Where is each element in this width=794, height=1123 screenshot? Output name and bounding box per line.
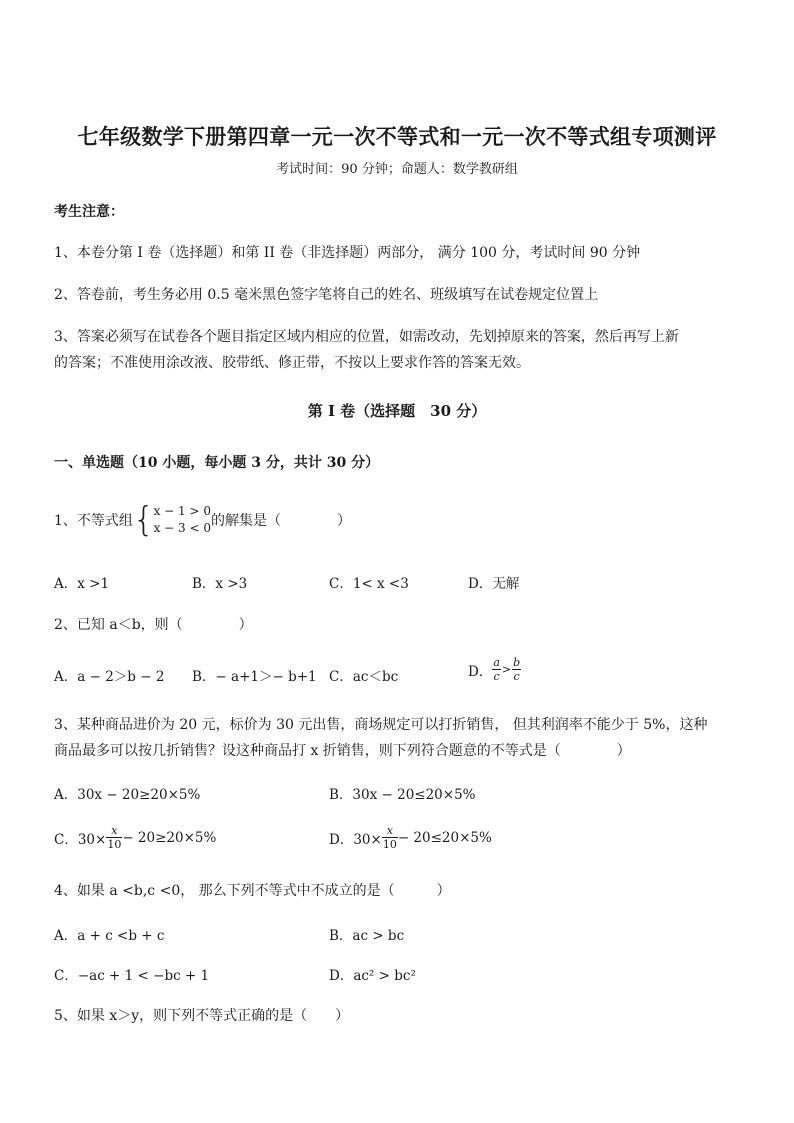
q3-option-d-tail: − 20≤20×5% <box>397 829 492 846</box>
fraction-denominator: 10 <box>107 838 122 851</box>
fraction-numerator: x <box>382 824 398 838</box>
notice-item-3: 3、答案必须写在试卷各个题目指定区域内相应的位置，如需改动，先划掉原来的答案，然后再写上新 <box>54 329 679 345</box>
q3-option-c-label: C．30× <box>54 831 107 848</box>
q1-option-b[interactable]: B．x >3 <box>192 576 248 592</box>
q3-option-c-tail: − 20≥20×5% <box>122 829 217 846</box>
gt-symbol: > <box>501 663 512 676</box>
question-1 <box>54 500 351 540</box>
q2-option-c[interactable]: C．ac＜bc <box>329 669 399 685</box>
system-line-1: x − 1 > 0 <box>153 504 211 518</box>
q4-option-d[interactable]: D．ac² > bc² <box>329 968 416 984</box>
q4-option-b[interactable]: B．ac > bc <box>329 928 405 944</box>
fraction-denominator: c <box>493 670 500 683</box>
q3-option-c[interactable] <box>54 824 216 851</box>
q2-option-d-label: D． <box>468 663 493 680</box>
fraction-x-over-10 <box>382 824 398 851</box>
system-line-2: x − 3 < 0 <box>153 521 211 535</box>
fraction-numerator: b <box>513 656 521 669</box>
q4-option-a[interactable]: A．a + c <b + c <box>54 928 165 944</box>
question-5: 5、如果 x＞y，则下列不等式正确的是（ ） <box>54 1008 350 1024</box>
notice-heading: 考生注意： <box>54 204 124 220</box>
q2-option-b[interactable]: B．− a+1＞− b+1 <box>192 669 317 685</box>
q2-option-d[interactable] <box>468 656 521 683</box>
notice-item-2: 2、答卷前，考生务必用 0.5 毫米黑色签字笔将自己的姓名、班级填写在试卷规定位置上 <box>54 287 599 303</box>
page-title: 七年级数学下册第四章一元一次不等式和一元一次不等式组专项测评 <box>77 124 717 149</box>
exam-info: 考试时间：90 分钟；命题人：数学教研组 <box>276 162 518 177</box>
q1-option-d[interactable]: D．无解 <box>468 576 520 592</box>
section-title: 第 I 卷（选择题 30 分） <box>307 402 487 420</box>
question-3-line-1: 3、某种商品进价为 20 元，标价为 30 元出售，商场规定可以打折销售， 但其利润率不能少于 5%，这种 <box>54 717 708 733</box>
notice-item-1: 1、本卷分第 I 卷（选择题）和第 II 卷（非选择题）两部分， 满分 100 分，考试时间 90 分钟 <box>54 245 641 261</box>
q1-prefix: 1、不等式组 <box>54 513 133 529</box>
question-3-line-2: 商品最多可以按几折销售？设这种商品打 x 折销售，则下列符合题意的不等式是（ ） <box>54 743 631 759</box>
inequality-system <box>154 503 211 537</box>
q1-option-a[interactable]: A．x >1 <box>54 576 110 592</box>
brace-symbol: { <box>132 500 155 540</box>
q1-option-c[interactable]: C．1< x <3 <box>329 576 409 592</box>
question-4: 4、如果 a <b,c <0， 那么下列不等式中不成立的是（ ） <box>54 883 451 899</box>
q1-suffix: 的解集是（ ） <box>210 513 351 529</box>
notice-item-3-cont: 的答案；不准使用涂改液、胶带纸、修正带，不按以上要求作答的答案无效。 <box>54 355 530 371</box>
fraction-denominator: 10 <box>382 838 397 851</box>
q3-option-a[interactable]: A．30x − 20≥20×5% <box>54 787 201 803</box>
question-2: 2、已知 a＜b，则（ ） <box>54 617 253 633</box>
q2-option-a[interactable]: A．a − 2＞b − 2 <box>54 669 165 685</box>
q4-option-c[interactable]: C．−ac + 1 < −bc + 1 <box>54 968 210 984</box>
fraction-b-over-c <box>512 656 521 683</box>
fraction-x-over-10 <box>106 824 122 851</box>
fraction-numerator: x <box>106 824 122 838</box>
q3-option-b[interactable]: B．30x − 20≤20×5% <box>329 787 476 803</box>
fraction-a-over-c <box>492 656 501 683</box>
fraction-denominator: c <box>513 670 520 683</box>
q3-option-d-label: D．30× <box>329 831 382 848</box>
q3-option-d[interactable] <box>329 824 492 851</box>
part-heading: 一、单选题（10 小题，每小题 3 分，共计 30 分） <box>54 455 380 471</box>
fraction-numerator: a <box>493 656 500 669</box>
